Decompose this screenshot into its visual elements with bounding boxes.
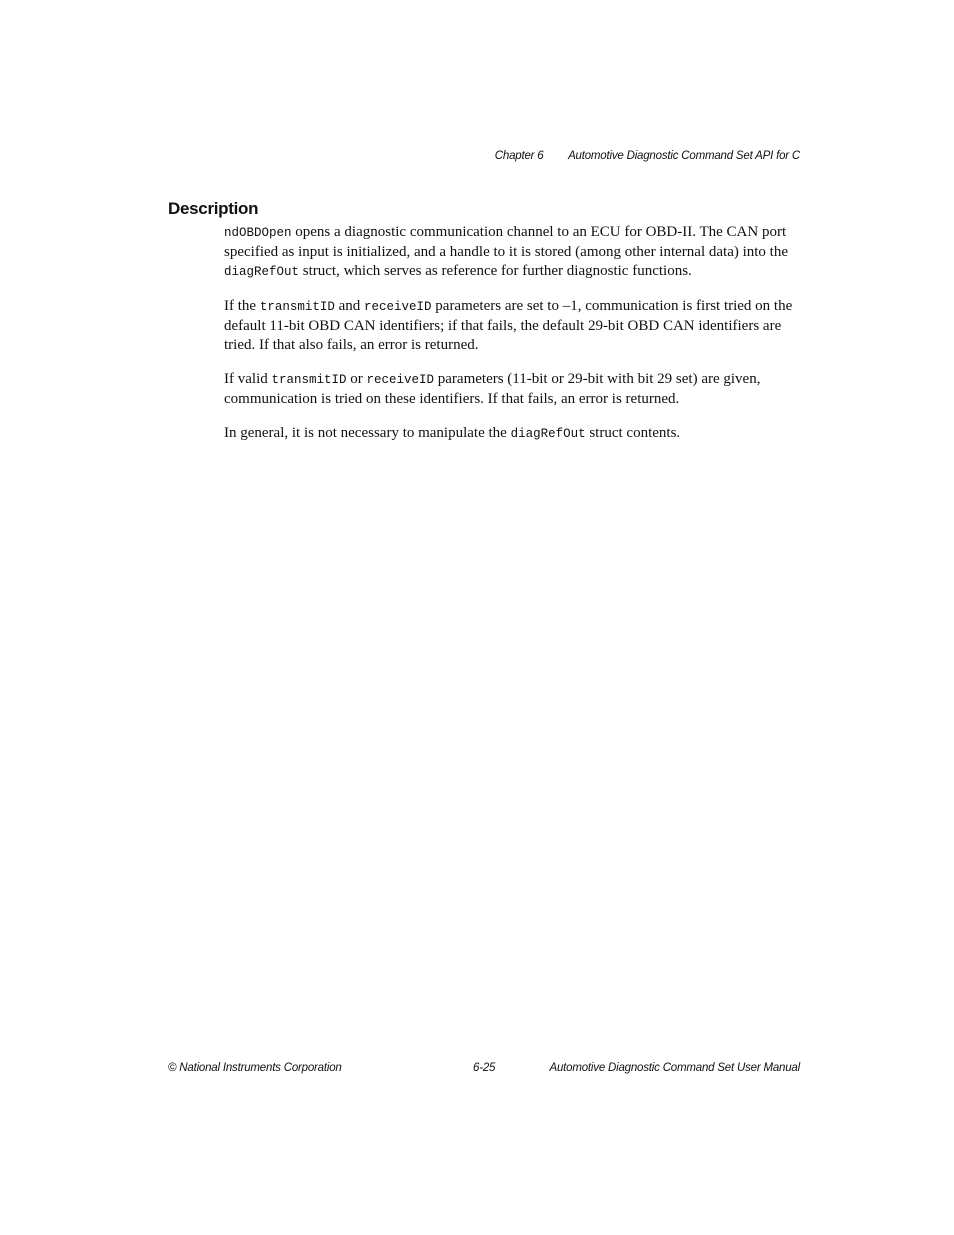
- footer-copyright: © National Instruments Corporation: [168, 1062, 342, 1074]
- running-header: [495, 150, 800, 162]
- receiveid-code: receiveID: [364, 300, 432, 314]
- paragraph-1-text-1: opens a diagnostic communication channel to an ECU for OBD-II. The CAN port specified as input is initialized, and a handle to it is stored (among other internal data) into the: [224, 224, 789, 260]
- paragraph-2-text-3: parameters are set to –1, communication is first tried on the default 11-bit OBD CAN identifiers; if that fails, the default 29-bit OBD CAN identifiers are tried. If that also fails, an error is returned.: [224, 298, 793, 353]
- section-heading: Description: [168, 199, 259, 218]
- receiveid-code: receiveID: [366, 373, 435, 387]
- chapter-label: Chapter 6: [494, 150, 544, 162]
- paragraph-1: [224, 223, 804, 282]
- paragraph-4-text-1: In general, it is not necessary to manipulate the: [224, 425, 511, 441]
- transmitid-code: transmitID: [271, 373, 347, 387]
- function-name-code: ndOBDOpen: [224, 226, 292, 240]
- chapter-title: Automotive Diagnostic Command Set API for C: [568, 150, 800, 162]
- paragraph-4-text-2: struct contents.: [585, 425, 681, 441]
- diagrefout-code: diagRefOut: [510, 427, 586, 441]
- paragraph-2-text-1: If the: [224, 298, 260, 314]
- paragraph-4: [224, 424, 804, 444]
- paragraph-2: [224, 297, 804, 355]
- paragraph-3-text-2: or: [346, 371, 367, 387]
- footer-manual-title: Automotive Diagnostic Command Set User Manual: [549, 1062, 800, 1074]
- footer-page-number: 6-25: [473, 1062, 496, 1074]
- paragraph-3-text-1: If valid: [224, 371, 272, 387]
- diagrefout-code: diagRefOut: [224, 265, 300, 279]
- paragraph-3-text-3: parameters (11-bit or 29-bit with bit 29 set) are given, communication is tried on these identifiers. If that fails, an error is returned.: [224, 371, 761, 407]
- description-body: [224, 223, 804, 459]
- paragraph-3: [224, 370, 804, 409]
- paragraph-2-text-2: and: [334, 298, 365, 314]
- paragraph-1-text-2: struct, which serves as reference for further diagnostic functions.: [299, 263, 692, 279]
- transmitid-code: transmitID: [259, 300, 335, 314]
